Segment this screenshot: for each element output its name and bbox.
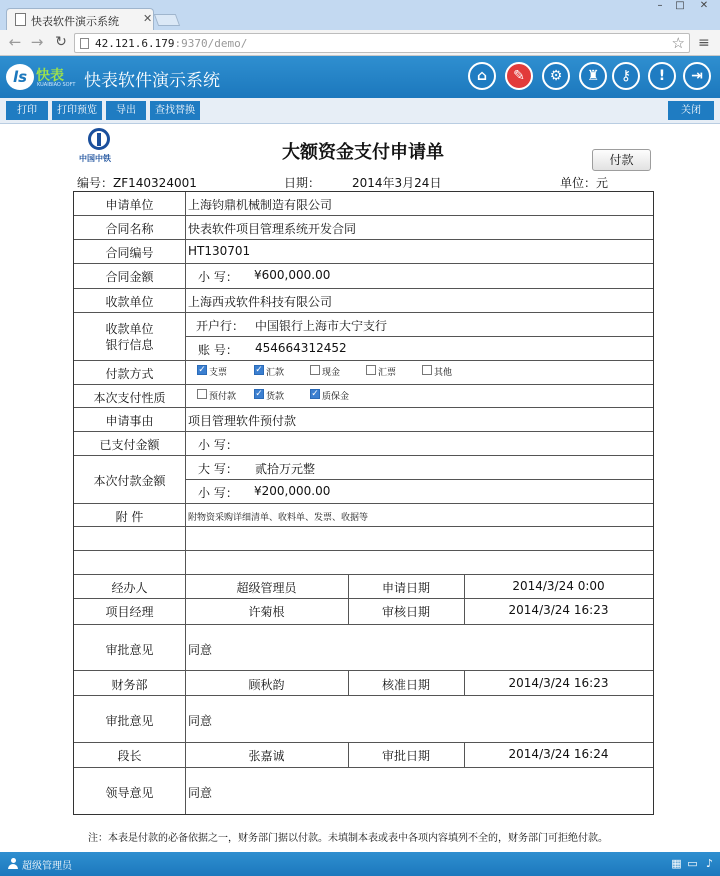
- big-caps-label: 大 写：: [198, 462, 238, 476]
- pay-method-checkbox-4[interactable]: [422, 365, 432, 375]
- app-header: [0, 56, 720, 98]
- reason-value: 项目管理软件预付款: [188, 414, 297, 428]
- logo-mark-icon: ls: [6, 64, 34, 90]
- attach-value: 附物资采购详细清单、收料单、发票、收据等: [188, 513, 369, 523]
- page-icon: [80, 38, 89, 49]
- pay-button[interactable]: 付款: [592, 149, 651, 171]
- pay-method-checkbox-1[interactable]: ✓: [255, 365, 263, 375]
- nature-checkbox-2[interactable]: ✓: [311, 389, 319, 399]
- date-label: 日期：: [284, 176, 321, 190]
- finance-label: 财务部: [111, 678, 148, 692]
- company-logo: 中国中铁: [78, 128, 118, 164]
- grid-icon[interactable]: ▦: [671, 857, 682, 870]
- help-icon[interactable]: !: [648, 62, 676, 90]
- serial-number: 编号：ZF140324001: [77, 176, 197, 190]
- this-pay-big-value: 贰拾万元整: [255, 462, 316, 476]
- logout-icon[interactable]: ⇥: [683, 62, 711, 90]
- browser-toolbar: [0, 30, 720, 56]
- leader-opinion-label: 领导意见: [105, 786, 154, 800]
- nature-option-label: 货款: [266, 392, 285, 402]
- sign-date-label: 审批日期: [381, 749, 430, 763]
- pm-value: 许菊根: [248, 605, 285, 619]
- nature-checkbox-0[interactable]: [197, 389, 207, 399]
- bank-label-line1: 收款单位: [105, 322, 154, 336]
- this-pay-small-label: 小 写：: [198, 486, 238, 500]
- browser-menu-icon[interactable]: ≡: [698, 35, 710, 51]
- contract-amount-small-label: 小 写：: [198, 270, 238, 284]
- shirt-icon[interactable]: ♜: [579, 62, 607, 90]
- date-value: 2014年3月24日: [352, 176, 442, 190]
- contract-name-value: 快表软件项目管理系统开发合同: [188, 222, 357, 236]
- pay-method-option-label: 支票: [209, 368, 228, 378]
- window-close-icon[interactable]: ✕: [699, 0, 709, 11]
- home-icon[interactable]: ⌂: [468, 62, 496, 90]
- opinion-label-2: 审批意见: [105, 714, 154, 728]
- unit-label: 单位：元: [560, 176, 609, 190]
- pay-method-label: 付款方式: [105, 367, 154, 381]
- tab-close-icon[interactable]: ✕: [143, 12, 153, 25]
- minimize-icon[interactable]: –: [657, 0, 663, 11]
- browser-tab[interactable]: [6, 8, 154, 30]
- sound-icon[interactable]: ♪: [705, 857, 714, 870]
- contract-name-label: 合同名称: [105, 222, 154, 236]
- finance-value: 顾秋韵: [248, 678, 285, 692]
- pay-method-checkbox-2[interactable]: [310, 365, 320, 375]
- print-preview-button[interactable]: 打印预览: [52, 101, 102, 120]
- tab-title: 快表软件演示系统: [31, 15, 119, 28]
- section-chief-label: 段长: [117, 749, 142, 763]
- pay-method-checkbox-3[interactable]: [366, 365, 376, 375]
- account-label: 账 号：: [198, 343, 238, 357]
- function-bar: [0, 98, 720, 124]
- applicant-value: 上海钧鼎机械制造有限公司: [188, 198, 333, 212]
- export-button[interactable]: 导出: [106, 101, 146, 120]
- pay-method-checkbox-0[interactable]: ✓: [198, 365, 206, 375]
- page-favicon-icon: [15, 13, 26, 26]
- contract-no-label: 合同编号: [105, 246, 154, 260]
- paid-small-label: 小 写：: [198, 438, 238, 452]
- sign-date-value: 2014/3/24 16:24: [508, 747, 609, 761]
- applicant-label: 申请单位: [105, 198, 154, 212]
- payee-label: 收款单位: [105, 295, 154, 309]
- contract-amount-value: ¥600,000.00: [254, 268, 331, 282]
- back-arrow-icon[interactable]: ←: [8, 33, 22, 51]
- monitor-icon[interactable]: ▭: [687, 857, 698, 870]
- app-logo: ls 快表 KUAIBIAO SOFT: [6, 64, 78, 92]
- opinion-value-2: 同意: [188, 714, 213, 728]
- nature-option-label: 预付款: [209, 392, 237, 402]
- status-bar: [0, 852, 720, 876]
- contract-no-value: HT130701: [188, 244, 251, 258]
- payee-value: 上海西戎软件科技有限公司: [188, 295, 333, 309]
- opinion-value-1: 同意: [188, 643, 213, 657]
- bank-label-line2: 银行信息: [105, 338, 154, 352]
- handler-value: 超级管理员: [236, 581, 297, 595]
- contract-amount-label: 合同金额: [105, 270, 154, 284]
- paid-amount-label: 已支付金额: [99, 438, 160, 452]
- address-bar[interactable]: [74, 33, 690, 53]
- pay-method-option-label: 汇款: [266, 368, 285, 378]
- browser-titlebar: [0, 0, 720, 30]
- current-user: 超级管理员: [22, 861, 72, 872]
- pay-method-option-label: 汇票: [378, 368, 397, 378]
- print-button[interactable]: 打印: [6, 101, 48, 120]
- approve-date-value: 2014/3/24 16:23: [508, 676, 609, 690]
- leader-opinion-value: 同意: [188, 786, 213, 800]
- footer-note: 注：本表是付款的必备依据之一，财务部门据以付款。未填制本表或表中各项内容填列不全的，财务部门可拒绝付款。: [88, 833, 608, 844]
- document-title: 大额资金支付申请单: [282, 142, 444, 163]
- apply-date-label: 申请日期: [381, 581, 430, 595]
- key-icon[interactable]: ⚷: [612, 62, 640, 90]
- handler-label: 经办人: [111, 581, 148, 595]
- bank-name-label: 开户行：: [196, 319, 245, 333]
- nature-option-label: 质保金: [322, 392, 350, 402]
- review-date-label: 审核日期: [381, 605, 430, 619]
- apply-date-value: 2014/3/24 0:00: [512, 579, 605, 593]
- this-pay-label: 本次付款金额: [93, 474, 166, 488]
- maximize-icon[interactable]: □: [675, 0, 685, 11]
- find-replace-button[interactable]: 查找替换: [150, 101, 200, 120]
- attach-label: 附 件: [115, 510, 144, 524]
- approve-date-label: 核准日期: [381, 678, 430, 692]
- opinion-label-1: 审批意见: [105, 643, 154, 657]
- bookmark-star-icon[interactable]: ☆: [671, 34, 685, 52]
- pm-label: 项目经理: [105, 605, 154, 619]
- payment-form: [73, 191, 654, 815]
- close-button[interactable]: 关闭: [668, 101, 714, 120]
- reload-icon[interactable]: ↻: [55, 34, 67, 50]
- section-chief-value: 张嘉诚: [248, 749, 285, 763]
- this-pay-small-value: ¥200,000.00: [254, 484, 331, 498]
- forward-arrow-icon[interactable]: →: [30, 33, 44, 51]
- new-tab-button[interactable]: [154, 14, 180, 26]
- app-title: 快表软件演示系统: [84, 71, 220, 91]
- settings-icon[interactable]: ⚙: [542, 62, 570, 90]
- reason-label: 申请事由: [105, 414, 154, 428]
- user-icon: [8, 858, 18, 869]
- account-value: 454664312452: [255, 341, 347, 355]
- pay-method-option-label: 现金: [322, 368, 341, 378]
- nature-label: 本次支付性质: [93, 391, 166, 405]
- nature-checkbox-1[interactable]: ✓: [255, 389, 263, 399]
- review-date-value: 2014/3/24 16:23: [508, 603, 609, 617]
- pay-method-option-label: 其他: [434, 368, 453, 378]
- bank-name-value: 中国银行上海市大宁支行: [255, 319, 388, 333]
- report-icon[interactable]: ✎: [505, 62, 533, 90]
- url-text: 42.121.6.179:9370/demo/: [95, 37, 248, 50]
